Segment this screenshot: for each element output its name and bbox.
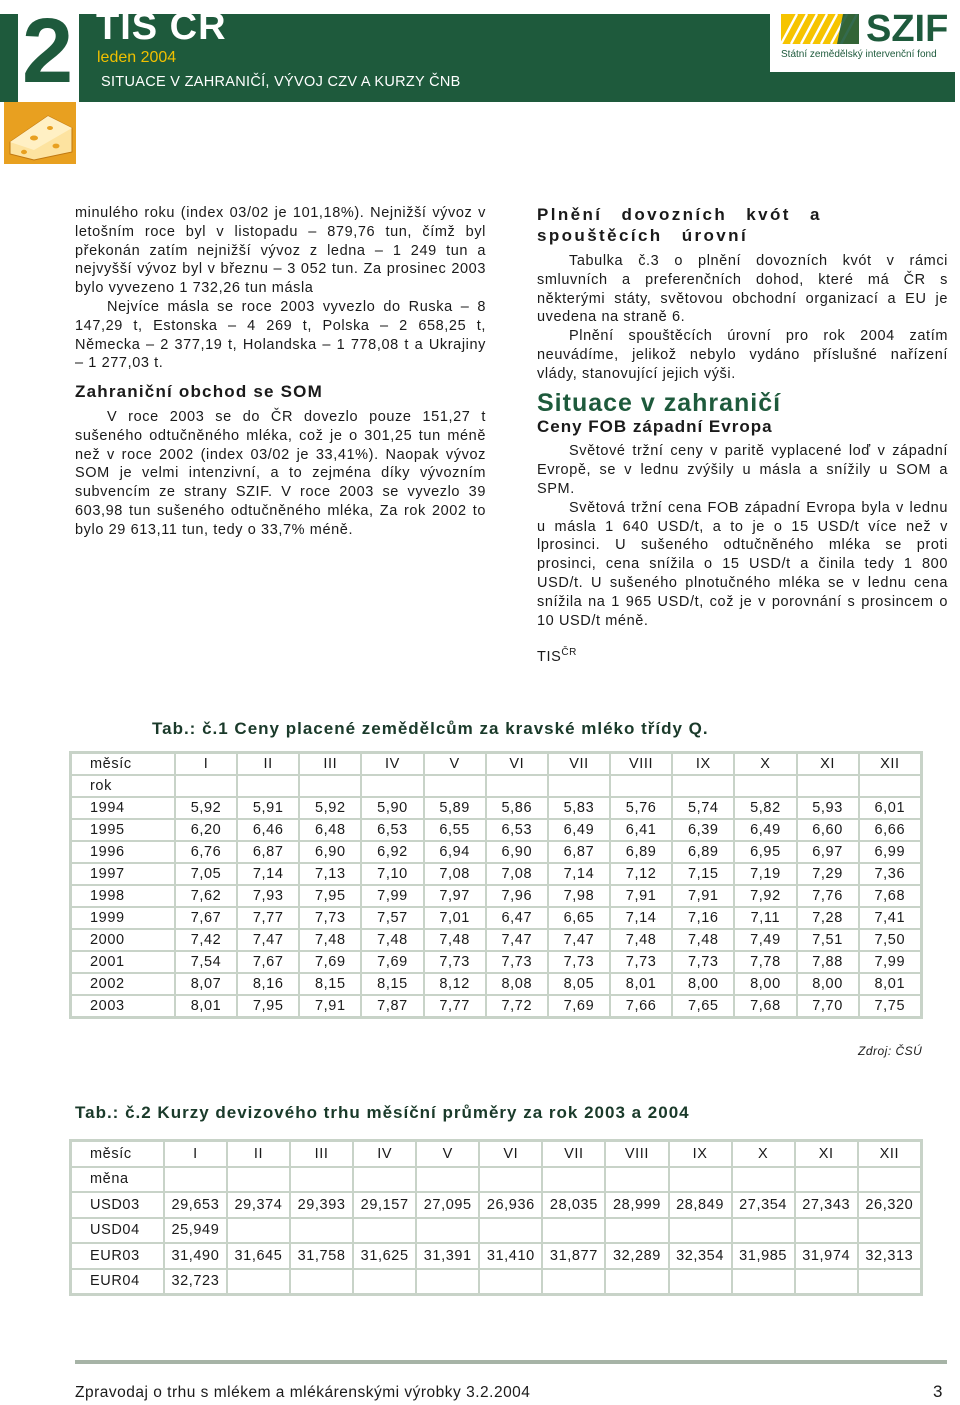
value-cell: 6,65	[548, 907, 610, 929]
empty-cell	[732, 1167, 795, 1193]
value-cell: 7,12	[610, 863, 672, 885]
month-header-cell: X	[734, 753, 796, 776]
table-row	[71, 973, 922, 995]
value-cell: 7,47	[486, 929, 548, 951]
empty-cell	[542, 1167, 605, 1193]
table2-caption: Tab.: č.2 Kurzy devizového trhu měsíční průměry za rok 2003 a 2004	[75, 1103, 690, 1122]
value-cell: 6,97	[797, 841, 859, 863]
value-cell: 5,91	[237, 797, 299, 819]
empty-cell	[479, 1167, 542, 1193]
value-cell	[290, 1218, 353, 1244]
month-header-cell: I	[164, 1141, 227, 1167]
value-cell: 27,095	[416, 1192, 479, 1218]
value-cell: 6,66	[859, 819, 922, 841]
value-cell: 7,68	[859, 885, 922, 907]
publication-title: TIS ČR	[96, 6, 227, 48]
value-cell: 31,985	[732, 1243, 795, 1269]
month-header-cell: III	[299, 753, 361, 776]
month-header-cell: X	[732, 1141, 795, 1167]
value-cell: 8,05	[548, 973, 610, 995]
value-cell: 28,849	[669, 1192, 732, 1218]
month-header-cell: IX	[669, 1141, 732, 1167]
right-column	[537, 204, 948, 667]
value-cell: 6,39	[672, 819, 734, 841]
empty-cell	[548, 775, 610, 797]
row-label-cell: 1996	[71, 841, 175, 863]
footer-rule	[75, 1360, 947, 1364]
month-header-cell: VII	[548, 753, 610, 776]
table-row	[71, 1218, 922, 1244]
empty-cell	[797, 775, 859, 797]
value-cell: 31,391	[416, 1243, 479, 1269]
value-cell: 6,76	[175, 841, 237, 863]
value-cell: 7,91	[672, 885, 734, 907]
value-cell: 7,08	[486, 863, 548, 885]
table1-source: Zdroj: ČSÚ	[858, 1044, 923, 1058]
value-cell	[479, 1218, 542, 1244]
value-cell	[732, 1218, 795, 1244]
value-cell: 5,83	[548, 797, 610, 819]
value-cell: 8,16	[237, 973, 299, 995]
empty-cell	[858, 1167, 922, 1193]
value-cell: 7,42	[175, 929, 237, 951]
row-label-cell: EUR04	[71, 1269, 164, 1295]
issue-number: 2	[18, 0, 79, 102]
value-cell: 6,99	[859, 841, 922, 863]
value-cell: 6,95	[734, 841, 796, 863]
value-cell: 7,76	[797, 885, 859, 907]
value-cell: 31,758	[290, 1243, 353, 1269]
table-header-row	[71, 753, 922, 776]
month-header-cell: XII	[858, 1141, 922, 1167]
month-header-cell: IX	[672, 753, 734, 776]
value-cell: 7,48	[424, 929, 486, 951]
value-cell: 7,73	[424, 951, 486, 973]
value-cell: 8,07	[175, 973, 237, 995]
value-cell: 6,48	[299, 819, 361, 841]
table-row	[71, 819, 922, 841]
table-subheader-row	[71, 775, 922, 797]
empty-cell	[175, 775, 237, 797]
month-header-cell: III	[290, 1141, 353, 1167]
table-row	[71, 1269, 922, 1295]
value-cell: 7,11	[734, 907, 796, 929]
month-header-cell: XI	[795, 1141, 858, 1167]
value-cell: 5,76	[610, 797, 672, 819]
value-cell: 7,08	[424, 863, 486, 885]
value-cell: 8,00	[734, 973, 796, 995]
value-cell: 8,00	[797, 973, 859, 995]
value-cell: 7,48	[610, 929, 672, 951]
value-cell: 6,20	[175, 819, 237, 841]
value-cell	[605, 1218, 668, 1244]
value-cell: 7,97	[424, 885, 486, 907]
value-cell: 7,19	[734, 863, 796, 885]
table-row	[71, 797, 922, 819]
value-cell: 5,92	[299, 797, 361, 819]
value-cell: 7,87	[361, 995, 423, 1018]
value-cell: 8,15	[299, 973, 361, 995]
value-cell: 7,49	[734, 929, 796, 951]
table-header-row	[71, 1141, 922, 1167]
row-label-cell: 2001	[71, 951, 175, 973]
row-label-cell: 2003	[71, 995, 175, 1018]
value-cell: 7,14	[237, 863, 299, 885]
value-cell: 32,313	[858, 1243, 922, 1269]
value-cell: 6,46	[237, 819, 299, 841]
value-cell: 6,49	[734, 819, 796, 841]
value-cell: 28,035	[542, 1192, 605, 1218]
table-row	[71, 885, 922, 907]
value-cell: 6,90	[299, 841, 361, 863]
value-cell: 7,91	[299, 995, 361, 1018]
szif-logo-tagline: Státní zemědělský intervenční fond	[781, 49, 937, 60]
empty-cell	[795, 1167, 858, 1193]
value-cell: 7,73	[299, 907, 361, 929]
value-cell: 7,93	[237, 885, 299, 907]
value-cell: 7,69	[299, 951, 361, 973]
empty-cell	[290, 1167, 353, 1193]
value-cell: 8,08	[486, 973, 548, 995]
empty-cell	[164, 1167, 227, 1193]
value-cell: 32,723	[164, 1269, 227, 1295]
value-cell: 28,999	[605, 1192, 668, 1218]
value-cell	[416, 1218, 479, 1244]
empty-cell	[416, 1167, 479, 1193]
row-label-cell: 1997	[71, 863, 175, 885]
empty-cell	[486, 775, 548, 797]
value-cell: 7,98	[548, 885, 610, 907]
value-cell	[858, 1269, 922, 1295]
value-cell: 5,82	[734, 797, 796, 819]
value-cell: 7,54	[175, 951, 237, 973]
month-header-cell: XII	[859, 753, 922, 776]
value-cell: 7,48	[299, 929, 361, 951]
value-cell: 32,289	[605, 1243, 668, 1269]
value-cell: 8,12	[424, 973, 486, 995]
value-cell: 8,01	[175, 995, 237, 1018]
value-cell: 7,47	[548, 929, 610, 951]
header-label-cell: měsíc	[71, 753, 175, 776]
value-cell	[542, 1269, 605, 1295]
value-cell: 7,99	[859, 951, 922, 973]
value-cell: 6,87	[237, 841, 299, 863]
value-cell: 7,48	[672, 929, 734, 951]
value-cell: 6,92	[361, 841, 423, 863]
left-paragraph-3: V roce 2003 se do ČR dovezlo pouze 151,27 t sušeného odtučněného mléka, což je o 301,25 tun méně než v roce 2002 (index 03/02 je 33,41%). Naopak vývoz SOM je velmi intenzivní, a to zejména díky vývozním subvencím ze strany SZIF. V roce 2003 se vyvezlo 39 603,98 tun sušeného odtučněného mléka, Za rok 2002 to bylo 29 613,11 tun, tedy o 33,7% méně.	[75, 408, 486, 538]
right-paragraph-4: Světová tržní cena FOB západní Evropa byla v lednu u másla 1 640 USD/t, a to je o 15 USD/t více než v lprosinci. U sušeného odtučněného mléka se proti prosinci, cena snížila o 15 USD/t a činila tedy 1 800 USD/t. U sušeného plnotučného mléka se v lednu cena snížila na 1 965 USD/t, což je v porovnání s prosincem o 10 USD/t méně.	[537, 499, 948, 629]
value-cell: 7,65	[672, 995, 734, 1018]
row-label-cell: 1999	[71, 907, 175, 929]
empty-cell	[227, 1167, 290, 1193]
value-cell	[479, 1269, 542, 1295]
exchange-rate-table	[69, 1139, 923, 1296]
value-cell: 26,936	[479, 1192, 542, 1218]
empty-cell	[859, 775, 922, 797]
value-cell: 6,01	[859, 797, 922, 819]
section-heading-fob-prices: Ceny FOB západní Evropa	[537, 416, 773, 436]
value-cell: 5,93	[797, 797, 859, 819]
cheese-icon	[4, 102, 76, 164]
table-row	[71, 951, 922, 973]
value-cell: 8,00	[672, 973, 734, 995]
value-cell	[795, 1218, 858, 1244]
value-cell: 29,374	[227, 1192, 290, 1218]
value-cell: 7,14	[610, 907, 672, 929]
row-label-cell: 1995	[71, 819, 175, 841]
empty-cell	[734, 775, 796, 797]
value-cell: 7,73	[610, 951, 672, 973]
value-cell: 32,354	[669, 1243, 732, 1269]
value-cell: 7,67	[175, 907, 237, 929]
month-header-cell: VI	[479, 1141, 542, 1167]
subheader-label-cell: rok	[71, 775, 175, 797]
value-cell: 5,92	[175, 797, 237, 819]
value-cell: 6,55	[424, 819, 486, 841]
value-cell: 7,67	[237, 951, 299, 973]
value-cell: 7,14	[548, 863, 610, 885]
row-label-cell: 2002	[71, 973, 175, 995]
section-heading-som-trade: Zahraniční obchod se SOM	[75, 382, 323, 402]
row-label-cell: USD03	[71, 1192, 164, 1218]
value-cell: 5,90	[361, 797, 423, 819]
table1-caption: Tab.: č.1 Ceny placené zemědělcům za kravské mléko třídy Q.	[152, 719, 709, 738]
value-cell: 7,47	[237, 929, 299, 951]
subheader-label-cell: měna	[71, 1167, 164, 1193]
value-cell: 7,77	[424, 995, 486, 1018]
issue-subtitle: SITUACE V ZAHRANIČÍ, VÝVOJ CZV A KURZY ČNB	[101, 74, 461, 90]
value-cell: 7,95	[237, 995, 299, 1018]
value-cell: 7,10	[361, 863, 423, 885]
value-cell: 7,01	[424, 907, 486, 929]
value-cell: 29,157	[353, 1192, 416, 1218]
value-cell: 6,87	[548, 841, 610, 863]
value-cell: 31,625	[353, 1243, 416, 1269]
author-signature: $TIS^{ČR}$	[537, 647, 578, 666]
month-header-cell: I	[175, 753, 237, 776]
value-cell: 6,89	[610, 841, 672, 863]
value-cell: 7,73	[672, 951, 734, 973]
value-cell: 5,86	[486, 797, 548, 819]
row-label-cell: EUR03	[71, 1243, 164, 1269]
value-cell: 6,47	[486, 907, 548, 929]
month-header-cell: XI	[797, 753, 859, 776]
month-header-cell: VIII	[610, 753, 672, 776]
table-subheader-row	[71, 1167, 922, 1193]
value-cell: 6,41	[610, 819, 672, 841]
value-cell: 7,77	[237, 907, 299, 929]
value-cell: 6,60	[797, 819, 859, 841]
table-row	[71, 907, 922, 929]
value-cell: 7,50	[859, 929, 922, 951]
row-label-cell: 1998	[71, 885, 175, 907]
page-number: 3	[933, 1382, 943, 1401]
empty-cell	[424, 775, 486, 797]
right-paragraph-3: Světové tržní ceny v paritě vyplacené loď v západní Evropě, se v lednu zvýšily u másla a snížily u SOM a SPM.	[537, 443, 948, 497]
value-cell: 7,95	[299, 885, 361, 907]
table-row	[71, 1192, 922, 1218]
milk-price-table	[69, 751, 923, 1019]
value-cell	[290, 1269, 353, 1295]
value-cell: 7,41	[859, 907, 922, 929]
right-paragraph-2: Plnění spouštěcích úrovní pro rok 2004 zatím neuvádíme, jelikož nebylo vydáno příslušné nařízení vlády, stanovující jejich výši.	[537, 328, 948, 382]
empty-cell	[669, 1167, 732, 1193]
value-cell	[227, 1218, 290, 1244]
footer-title: Zpravodaj o trhu s mlékem a mlékárenskými výrobky 3.2.2004	[75, 1384, 531, 1401]
month-header-cell: IV	[353, 1141, 416, 1167]
table-row	[71, 1243, 922, 1269]
empty-cell	[605, 1167, 668, 1193]
value-cell	[542, 1218, 605, 1244]
month-header-cell: II	[237, 753, 299, 776]
value-cell: 7,73	[548, 951, 610, 973]
value-cell	[795, 1269, 858, 1295]
month-header-cell: VII	[542, 1141, 605, 1167]
value-cell	[605, 1269, 668, 1295]
value-cell: 8,15	[361, 973, 423, 995]
value-cell: 5,89	[424, 797, 486, 819]
table-row	[71, 863, 922, 885]
szif-flag-icon	[781, 14, 859, 44]
value-cell: 6,89	[672, 841, 734, 863]
table-row	[71, 929, 922, 951]
value-cell: 7,51	[797, 929, 859, 951]
empty-cell	[353, 1167, 416, 1193]
value-cell: 5,74	[672, 797, 734, 819]
value-cell: 6,49	[548, 819, 610, 841]
value-cell: 7,48	[361, 929, 423, 951]
value-cell: 26,320	[858, 1192, 922, 1218]
value-cell: 6,90	[486, 841, 548, 863]
section-heading-quotas: Plnění dovozních kvót a spouštěcích úrovní	[537, 205, 822, 245]
value-cell: 7,29	[797, 863, 859, 885]
month-header-cell: II	[227, 1141, 290, 1167]
month-header-cell: VIII	[605, 1141, 668, 1167]
value-cell: 7,88	[797, 951, 859, 973]
empty-cell	[361, 775, 423, 797]
value-cell: 7,13	[299, 863, 361, 885]
value-cell: 6,53	[486, 819, 548, 841]
value-cell: 27,343	[795, 1192, 858, 1218]
value-cell: 31,490	[164, 1243, 227, 1269]
empty-cell	[237, 775, 299, 797]
month-header-cell: V	[424, 753, 486, 776]
table-row	[71, 841, 922, 863]
empty-cell	[672, 775, 734, 797]
month-header-cell: V	[416, 1141, 479, 1167]
empty-cell	[610, 775, 672, 797]
row-label-cell: 2000	[71, 929, 175, 951]
left-paragraph-2: Nejvíce másla se roce 2003 vyvezlo do Ruska – 8 147,29 t, Estonska – 4 269 t, Polska – 2 658,25 t, Německa – 2 377,19 t, Holandska – 1 778,08 t a Ukrajiny – 1 277,03 t.	[75, 298, 486, 372]
value-cell: 7,72	[486, 995, 548, 1018]
value-cell: 7,91	[610, 885, 672, 907]
value-cell: 7,99	[361, 885, 423, 907]
value-cell: 7,69	[361, 951, 423, 973]
value-cell	[416, 1269, 479, 1295]
value-cell: 7,73	[486, 951, 548, 973]
value-cell: 7,96	[486, 885, 548, 907]
table-row	[71, 995, 922, 1018]
value-cell: 6,94	[424, 841, 486, 863]
value-cell: 7,66	[610, 995, 672, 1018]
value-cell: 8,01	[610, 973, 672, 995]
value-cell: 31,645	[227, 1243, 290, 1269]
value-cell: 7,15	[672, 863, 734, 885]
value-cell: 31,974	[795, 1243, 858, 1269]
value-cell	[669, 1218, 732, 1244]
value-cell	[227, 1269, 290, 1295]
value-cell: 27,354	[732, 1192, 795, 1218]
value-cell: 8,01	[859, 973, 922, 995]
value-cell: 7,75	[859, 995, 922, 1018]
value-cell	[858, 1218, 922, 1244]
szif-logo-word: SZIF	[866, 8, 949, 50]
value-cell: 7,78	[734, 951, 796, 973]
value-cell: 25,949	[164, 1218, 227, 1244]
value-cell: 6,53	[361, 819, 423, 841]
value-cell: 7,16	[672, 907, 734, 929]
value-cell: 31,877	[542, 1243, 605, 1269]
right-paragraph-1: Tabulka č.3 o plnění dovozních kvót v rámci smluvních a preferenčních dohod, které má ČR s některými státy, světovou obchodní organizací a EU je uvedena na straně 6.	[537, 253, 948, 326]
value-cell: 7,92	[734, 885, 796, 907]
empty-cell	[299, 775, 361, 797]
row-label-cell: 1994	[71, 797, 175, 819]
month-header-cell: VI	[486, 753, 548, 776]
value-cell: 7,36	[859, 863, 922, 885]
value-cell: 29,653	[164, 1192, 227, 1218]
value-cell: 7,57	[361, 907, 423, 929]
value-cell: 31,410	[479, 1243, 542, 1269]
value-cell: 7,70	[797, 995, 859, 1018]
value-cell: 7,05	[175, 863, 237, 885]
value-cell	[353, 1218, 416, 1244]
value-cell	[669, 1269, 732, 1295]
value-cell	[732, 1269, 795, 1295]
section-title-abroad: Situace v zahraničí	[537, 388, 782, 417]
value-cell: 7,62	[175, 885, 237, 907]
row-label-cell: USD04	[71, 1218, 164, 1244]
issue-date: leden 2004	[97, 49, 177, 66]
left-column	[75, 204, 486, 540]
value-cell: 7,28	[797, 907, 859, 929]
value-cell	[353, 1269, 416, 1295]
month-header-cell: IV	[361, 753, 423, 776]
value-cell: 7,69	[548, 995, 610, 1018]
value-cell: 29,393	[290, 1192, 353, 1218]
left-paragraph-1: minulého roku (index 03/02 je 101,18%). Nejnižší vývoz v letošním roce byl v listopadu – 879,76 tun, čímž byl překonán zatím nejnižší vývoz z ledna – 1 249 tun a nejvyšší vývoz byl v březnu – 3 052 tun. Za prosinec 2003 bylo vyvezeno 1 732,26 tun másla	[75, 205, 486, 297]
header-label-cell: měsíc	[71, 1141, 164, 1167]
value-cell: 7,68	[734, 995, 796, 1018]
